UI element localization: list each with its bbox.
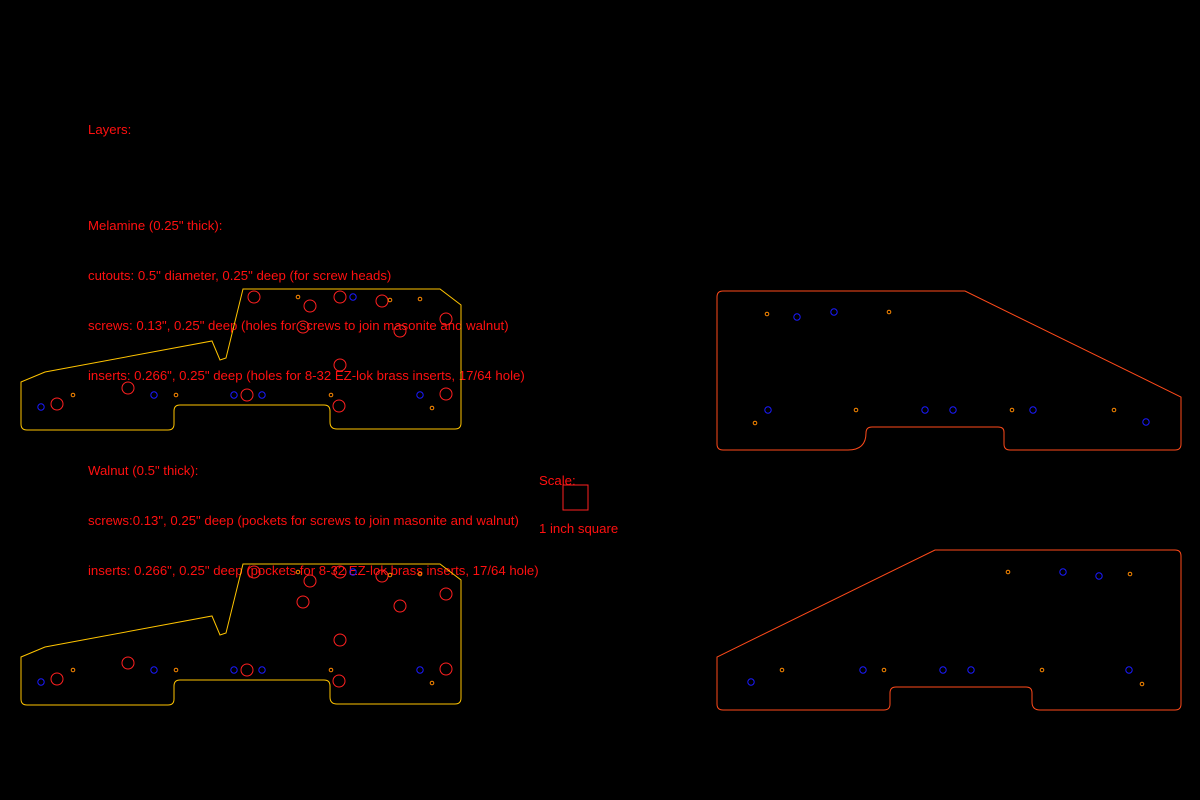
- cutout-hole: [122, 657, 134, 669]
- scale-title: Scale:: [539, 473, 576, 488]
- insert-hole: [887, 310, 891, 314]
- screw-hole: [940, 667, 946, 673]
- screw-hole: [1143, 419, 1149, 425]
- screw-hole: [231, 392, 237, 398]
- cutout-hole: [51, 398, 63, 410]
- cutout-hole: [304, 300, 316, 312]
- insert-hole: [296, 570, 300, 574]
- cutout-hole: [440, 388, 452, 400]
- cutout-hole: [334, 359, 346, 371]
- screw-hole: [1096, 573, 1102, 579]
- insert-hole: [430, 406, 434, 410]
- screw-hole: [417, 667, 423, 673]
- insert-hole: [71, 668, 75, 672]
- melamine-panel-bottom: [21, 564, 461, 705]
- screw-hole: [38, 679, 44, 685]
- insert-hole: [1006, 570, 1010, 574]
- cutout-hole: [248, 291, 260, 303]
- walnut-panel-bottom: [717, 550, 1181, 710]
- screw-hole: [151, 667, 157, 673]
- cutout-hole: [394, 600, 406, 612]
- screw-holes: [748, 569, 1132, 685]
- cutout-hole: [334, 566, 346, 578]
- screw-hole: [350, 294, 356, 300]
- cutout-hole: [248, 566, 260, 578]
- melamine-inserts-line: inserts: 0.266", 0.25" deep (holes for 8-32 EZ-lok brass inserts, 17/64 hole): [88, 367, 525, 383]
- screw-hole: [350, 569, 356, 575]
- screw-holes: [38, 294, 423, 410]
- insert-hole: [430, 681, 434, 685]
- insert-hole: [1140, 682, 1144, 686]
- screw-hole: [831, 309, 837, 315]
- cutout-hole: [376, 295, 388, 307]
- insert-hole: [71, 393, 75, 397]
- screw-hole: [38, 404, 44, 410]
- panel-outline: [21, 289, 461, 430]
- screw-hole: [765, 407, 771, 413]
- insert-hole: [418, 297, 422, 301]
- panel-outline: [21, 564, 461, 705]
- cutout-hole: [334, 291, 346, 303]
- cutout-hole: [376, 570, 388, 582]
- screw-hole: [1060, 569, 1066, 575]
- cutout-hole: [334, 634, 346, 646]
- melamine-cutouts-line: cutouts: 0.5" diameter, 0.25" deep (for screw heads): [88, 267, 392, 283]
- screw-hole: [231, 667, 237, 673]
- insert-hole: [388, 573, 392, 577]
- insert-hole: [1040, 668, 1044, 672]
- cutout-hole: [241, 664, 253, 676]
- screw-hole: [968, 667, 974, 673]
- cutout-holes: [51, 566, 452, 687]
- screw-hole: [860, 667, 866, 673]
- insert-holes: [780, 570, 1144, 686]
- screw-holes: [38, 569, 423, 685]
- insert-hole: [329, 393, 333, 397]
- cutout-hole: [333, 400, 345, 412]
- screw-hole: [950, 407, 956, 413]
- screw-hole: [151, 392, 157, 398]
- screw-hole: [417, 392, 423, 398]
- insert-hole: [1112, 408, 1116, 412]
- screw-hole: [259, 392, 265, 398]
- screw-holes: [765, 309, 1149, 425]
- walnut-panel-top: [717, 291, 1181, 450]
- walnut-inserts-line: inserts: 0.266", 0.25" deep (pockets for 8-32 EZ-lok brass inserts, 17/64 hole): [88, 563, 539, 579]
- insert-hole: [1128, 572, 1132, 576]
- cutout-hole: [297, 596, 309, 608]
- screw-hole: [259, 667, 265, 673]
- insert-hole: [174, 668, 178, 672]
- melamine-screws-line: screws: 0.13", 0.25" deep (holes for screws to join masonite and walnut): [88, 317, 509, 333]
- insert-hole: [388, 298, 392, 302]
- insert-holes: [753, 310, 1116, 425]
- layers-heading: Layers:: [88, 122, 132, 138]
- cutout-hole: [394, 325, 406, 337]
- cutout-hole: [333, 675, 345, 687]
- screw-hole: [922, 407, 928, 413]
- walnut-title: Walnut (0.5" thick):: [88, 463, 199, 479]
- panel-outline: [717, 550, 1181, 710]
- cutout-hole: [440, 588, 452, 600]
- insert-hole: [296, 295, 300, 299]
- screw-hole: [794, 314, 800, 320]
- insert-hole: [174, 393, 178, 397]
- cutout-hole: [440, 663, 452, 675]
- insert-hole: [329, 668, 333, 672]
- insert-hole: [418, 572, 422, 576]
- cutout-hole: [440, 313, 452, 325]
- scale-square: [563, 485, 588, 510]
- insert-hole: [753, 421, 757, 425]
- cutout-hole: [122, 382, 134, 394]
- walnut-screws-line: screws:0.13", 0.25" deep (pockets for screws to join masonite and walnut): [88, 513, 519, 529]
- cutout-hole: [241, 389, 253, 401]
- melamine-panel-top: [21, 289, 461, 430]
- cutout-hole: [51, 673, 63, 685]
- insert-hole: [854, 408, 858, 412]
- insert-hole: [882, 668, 886, 672]
- cutout-holes: [51, 291, 452, 412]
- insert-hole: [1010, 408, 1014, 412]
- melamine-title: Melamine (0.25" thick):: [88, 218, 223, 234]
- scale-caption: 1 inch square: [539, 521, 619, 536]
- insert-hole: [780, 668, 784, 672]
- panel-outline: [717, 291, 1181, 450]
- screw-hole: [748, 679, 754, 685]
- insert-hole: [765, 312, 769, 316]
- cutout-hole: [297, 321, 309, 333]
- cutout-hole: [304, 575, 316, 587]
- screw-hole: [1030, 407, 1036, 413]
- screw-hole: [1126, 667, 1132, 673]
